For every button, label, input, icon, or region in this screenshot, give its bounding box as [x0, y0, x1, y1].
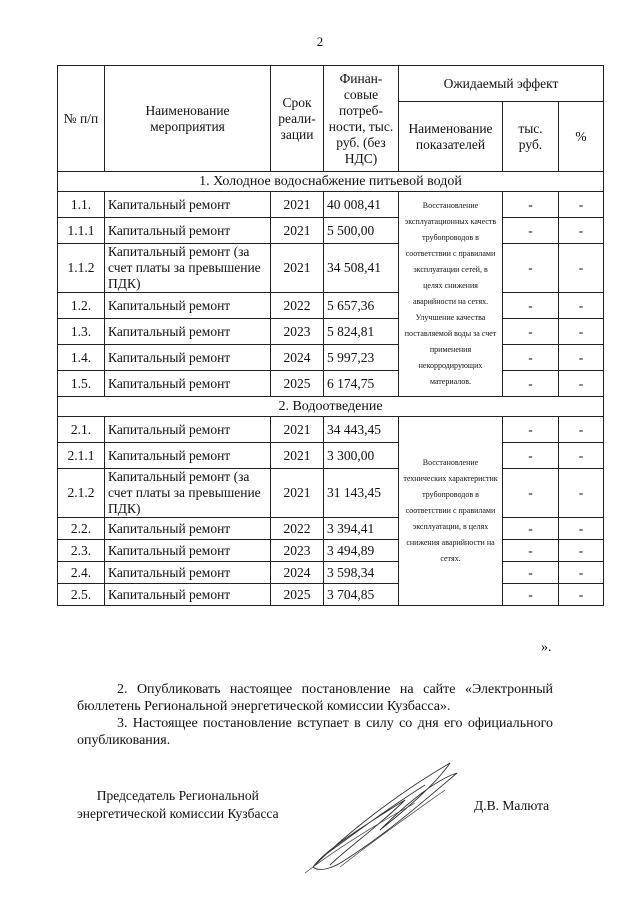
table-row	[58, 443, 604, 469]
table-row	[58, 562, 604, 584]
paragraph-2: 2. Опубликовать настоящее постановление на сайте «Электронный бюллетень Региональной энергетической комиссии Кузбасса».	[77, 682, 553, 714]
row-thousand: -	[503, 192, 559, 218]
row-amount: 5 997,23	[324, 345, 399, 371]
signer-title	[77, 787, 279, 823]
row-year: 2021	[271, 244, 324, 293]
header-name: Наименование мероприятия	[105, 66, 271, 172]
row-name: Капитальный ремонт	[105, 371, 271, 397]
header-num: № п/п	[58, 66, 105, 172]
row-year: 2022	[271, 293, 324, 319]
row-amount: 3 394,41	[324, 518, 399, 540]
row-name: Капитальный ремонт	[105, 518, 271, 540]
row-name: Капитальный ремонт	[105, 345, 271, 371]
row-amount: 3 494,89	[324, 540, 399, 562]
row-name: Капитальный ремонт (за счет платы за превышение ПДК)	[105, 469, 271, 518]
handwritten-signature	[285, 755, 465, 880]
row-year: 2022	[271, 518, 324, 540]
row-thousand: -	[503, 244, 559, 293]
closing-quote: ».	[541, 640, 552, 655]
row-num: 1.1.2	[58, 244, 105, 293]
measures-table	[57, 65, 604, 606]
row-amount: 6 174,75	[324, 371, 399, 397]
table-row	[58, 371, 604, 397]
row-num: 1.1.	[58, 192, 105, 218]
row-percent: -	[559, 371, 604, 397]
row-num: 2.1.	[58, 417, 105, 443]
row-year: 2023	[271, 540, 324, 562]
row-percent: -	[559, 319, 604, 345]
row-amount: 34 443,45	[324, 417, 399, 443]
row-amount: 34 508,41	[324, 244, 399, 293]
row-name: Капитальный ремонт (за счет платы за превышение ПДК)	[105, 244, 271, 293]
row-name: Капитальный ремонт	[105, 218, 271, 244]
row-year: 2021	[271, 192, 324, 218]
header-thousand: тыс. руб.	[503, 102, 559, 172]
row-percent: -	[559, 562, 604, 584]
effect-description: Восстановление эксплуатационных качеств трубопроводов в соответствии с правилами эксплуатации сетей, в целях снижения аварийности на сетях. Улучшение качества поставляемой воды за счет применения некорродирующих материалов.	[399, 192, 503, 397]
row-num: 2.4.	[58, 562, 105, 584]
row-percent: -	[559, 192, 604, 218]
row-thousand: -	[503, 417, 559, 443]
row-percent: -	[559, 584, 604, 606]
row-thousand: -	[503, 584, 559, 606]
row-thousand: -	[503, 518, 559, 540]
table-row	[58, 218, 604, 244]
row-name: Капитальный ремонт	[105, 319, 271, 345]
header-indicator: Наименование показателей	[399, 102, 503, 172]
row-percent: -	[559, 469, 604, 518]
row-name: Капитальный ремонт	[105, 293, 271, 319]
row-name: Капитальный ремонт	[105, 192, 271, 218]
row-thousand: -	[503, 218, 559, 244]
row-num: 2.1.1	[58, 443, 105, 469]
row-thousand: -	[503, 443, 559, 469]
signer-title-line2: энергетической комиссии Кузбасса	[77, 806, 279, 821]
row-thousand: -	[503, 540, 559, 562]
row-amount: 31 143,45	[324, 469, 399, 518]
row-thousand: -	[503, 319, 559, 345]
table-row	[58, 540, 604, 562]
row-year: 2021	[271, 218, 324, 244]
table-row	[58, 244, 604, 293]
row-year: 2024	[271, 345, 324, 371]
signer-name: Д.В. Малюта	[474, 798, 550, 813]
row-thousand: -	[503, 562, 559, 584]
section-row	[58, 397, 604, 417]
row-percent: -	[559, 218, 604, 244]
row-num: 1.5.	[58, 371, 105, 397]
row-name: Капитальный ремонт	[105, 540, 271, 562]
row-year: 2024	[271, 562, 324, 584]
row-percent: -	[559, 293, 604, 319]
row-amount: 3 704,85	[324, 584, 399, 606]
row-percent: -	[559, 443, 604, 469]
row-year: 2021	[271, 469, 324, 518]
page-number: 2	[316, 34, 324, 49]
row-percent: -	[559, 417, 604, 443]
row-year: 2023	[271, 319, 324, 345]
row-year: 2021	[271, 417, 324, 443]
row-name: Капитальный ремонт	[105, 443, 271, 469]
signer-title-line1: Председатель Региональной	[96, 788, 259, 803]
row-thousand: -	[503, 469, 559, 518]
section-title: 2. Водоотведение	[58, 397, 604, 417]
row-percent: -	[559, 540, 604, 562]
row-num: 1.2.	[58, 293, 105, 319]
row-amount: 5 657,36	[324, 293, 399, 319]
row-thousand: -	[503, 293, 559, 319]
row-year: 2025	[271, 371, 324, 397]
table-row	[58, 469, 604, 518]
row-amount: 5 824,81	[324, 319, 399, 345]
row-num: 2.5.	[58, 584, 105, 606]
table-row	[58, 192, 604, 218]
row-amount: 3 300,00	[324, 443, 399, 469]
paragraph-3: 3. Настоящее постановление вступает в силу со дня его официального опубликования.	[77, 716, 553, 748]
row-amount: 40 008,41	[324, 192, 399, 218]
row-num: 2.1.2	[58, 469, 105, 518]
row-percent: -	[559, 345, 604, 371]
row-thousand: -	[503, 345, 559, 371]
row-amount: 5 500,00	[324, 218, 399, 244]
row-year: 2021	[271, 443, 324, 469]
row-name: Капитальный ремонт	[105, 584, 271, 606]
table-row	[58, 293, 604, 319]
header-percent: %	[559, 102, 604, 172]
row-percent: -	[559, 244, 604, 293]
table-row	[58, 417, 604, 443]
header-period: Срок реали-зации	[271, 66, 324, 172]
header-effect: Ожидаемый эффект	[399, 66, 604, 102]
table-row	[58, 345, 604, 371]
row-amount: 3 598,34	[324, 562, 399, 584]
row-year: 2025	[271, 584, 324, 606]
row-percent: -	[559, 518, 604, 540]
row-num: 1.4.	[58, 345, 105, 371]
row-num: 2.2.	[58, 518, 105, 540]
row-num: 1.3.	[58, 319, 105, 345]
row-num: 2.3.	[58, 540, 105, 562]
effect-description: Восстановление технических характеристик трубопроводов в соответствии с правилами эксплуатации, в целях снижения аварийности на сетях.	[399, 417, 503, 606]
row-name: Капитальный ремонт	[105, 417, 271, 443]
row-name: Капитальный ремонт	[105, 562, 271, 584]
table-row	[58, 319, 604, 345]
section-row	[58, 172, 604, 192]
section-title: 1. Холодное водоснабжение питьевой водой	[58, 172, 604, 192]
table-row	[58, 518, 604, 540]
row-thousand: -	[503, 371, 559, 397]
table-row	[58, 584, 604, 606]
header-finance: Финан-совые потреб-ности, тыс. руб. (без НДС)	[324, 66, 399, 172]
row-num: 1.1.1	[58, 218, 105, 244]
